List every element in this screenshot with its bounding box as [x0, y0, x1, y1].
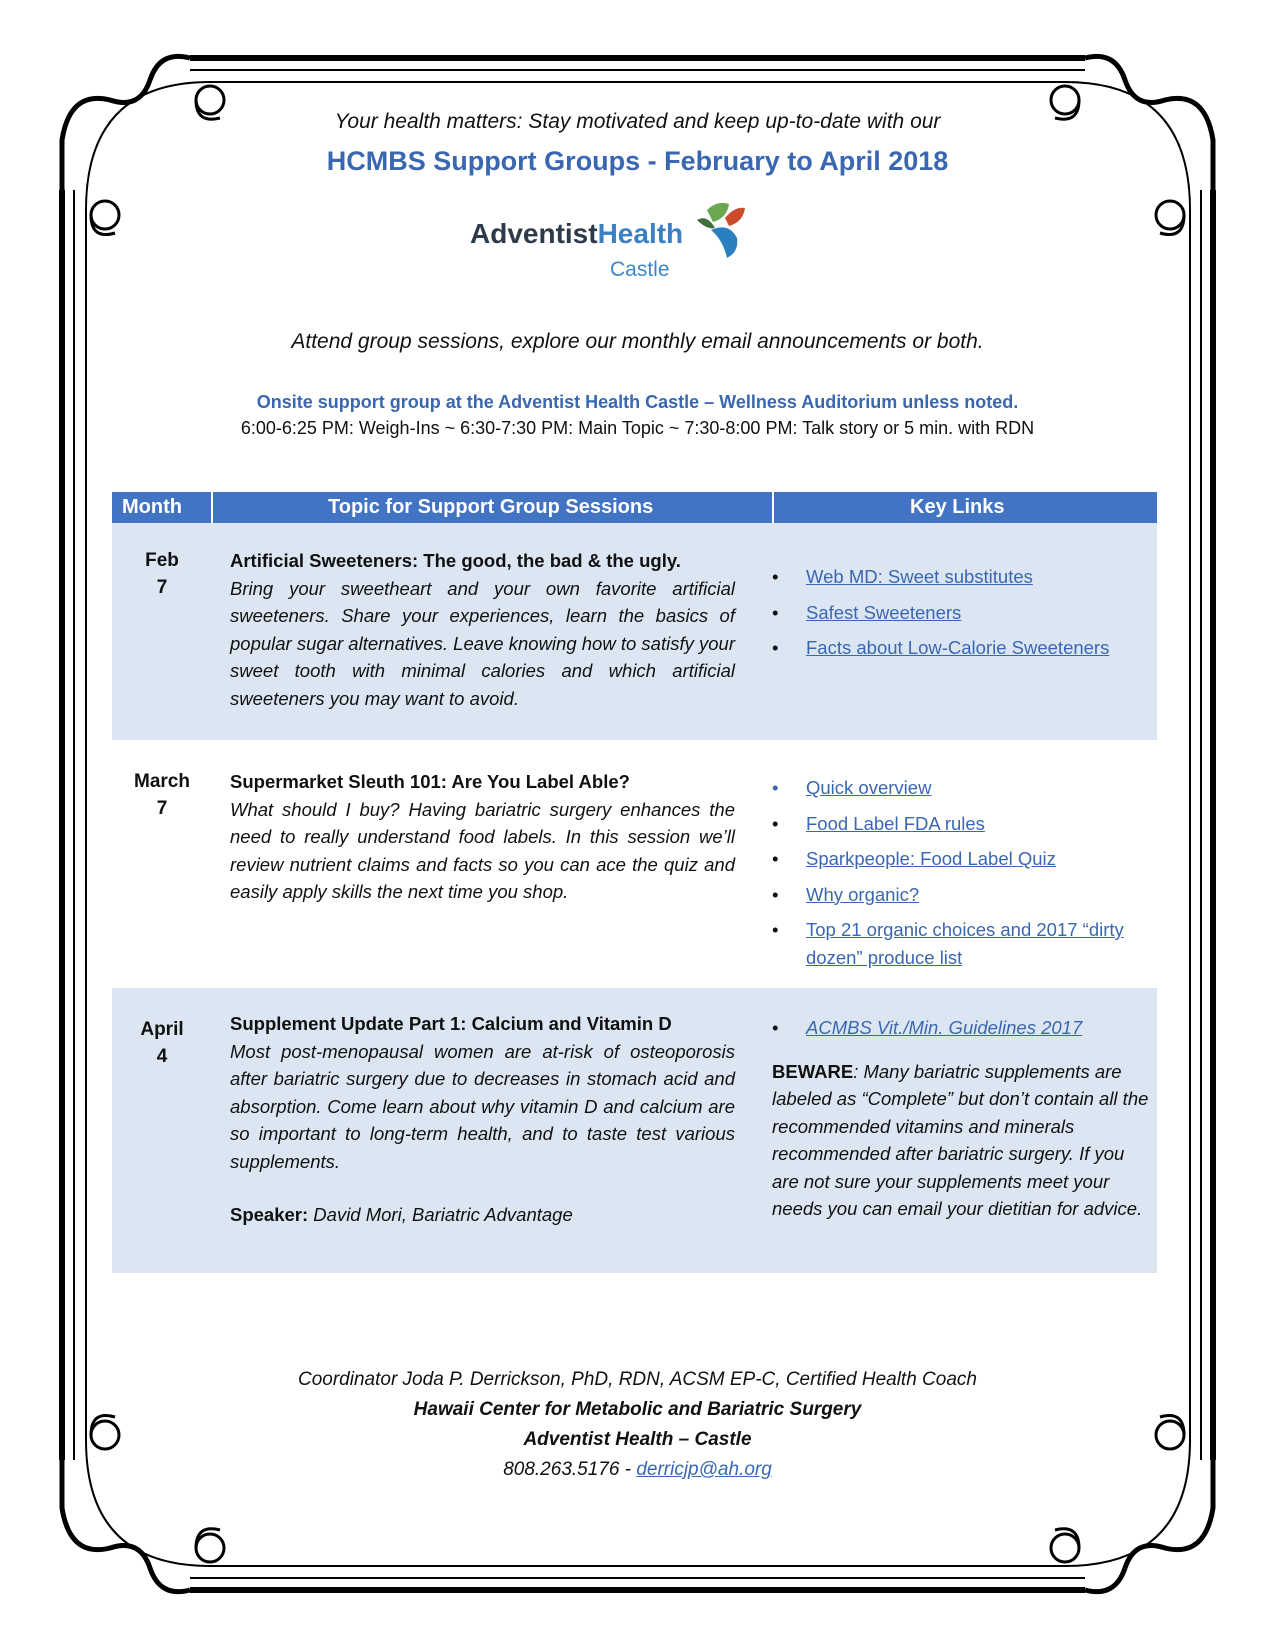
list-item: • Facts about Low-Calorie Sweeteners: [772, 637, 1110, 658]
list-item: • ACMBS Vit./Min. Guidelines 2017: [772, 1017, 1083, 1038]
table-row: [112, 988, 1157, 1273]
link-low-calorie-sweeteners[interactable]: Facts about Low-Calorie Sweeteners: [806, 637, 1110, 658]
topic-description: What should I buy? Having bariatric surgery enhances the need to really understand food labels. In this session we’ll review nutrient claims and facts so you can ace the quiz and easily apply skills the next time you shop.: [230, 798, 735, 902]
list-item: • Top 21 organic choices and 2017 “dirty dozen” produce list: [772, 919, 1124, 968]
center-name: Hawaii Center for Metabolic and Bariatric Surgery: [413, 1399, 862, 1420]
link-acmbs-guidelines[interactable]: ACMBS Vit./Min. Guidelines 2017: [806, 1017, 1083, 1038]
adventist-health-logo: [470, 200, 770, 290]
intro-text: Attend group sessions, explore our monthly email announcements or both.: [291, 330, 984, 353]
link-top-21-organic[interactable]: Top 21 organic choices and 2017 “dirty dozen” produce list: [806, 919, 1124, 968]
speaker-name: David Mori, Bariatric Advantage: [313, 1204, 573, 1225]
speaker-label: Speaker:: [230, 1204, 309, 1225]
list-item: • Why organic?: [772, 883, 920, 905]
sessions-table: [112, 492, 1157, 1273]
row-day: 4: [156, 1046, 168, 1067]
beware-note: [772, 1058, 1152, 1223]
leaf-logo-icon: [677, 200, 747, 260]
link-webmd-sweet-substitutes[interactable]: Web MD: Sweet substitutes: [806, 566, 1033, 587]
page-title: HCMBS Support Groups - February to April 2018: [326, 146, 949, 176]
topic-description: Bring your sweetheart and your own favorite artificial sweeteners. Share your experiences, learn the basics of popular sugar alternatives. Leave knowing how to satisfy your sweet tooth with minimal calories and which artificial sweeteners you may want to avoid.: [230, 577, 735, 709]
list-item: • Quick overview: [772, 777, 932, 798]
link-quick-overview[interactable]: Quick overview: [806, 777, 932, 798]
footer-contact: [0, 1365, 1275, 1485]
logo-name-part2: Health: [597, 218, 684, 249]
schedule-line: 6:00-6:25 PM: Weigh-Ins ~ 6:30-7:30 PM: Main Topic ~ 7:30-8:00 PM: Talk story or 5 min. with RDN: [240, 418, 1035, 438]
topic-title: Supermarket Sleuth 101: Are You Label Able?: [230, 771, 630, 792]
row-month: March: [134, 771, 190, 792]
email-link[interactable]: derricjp@ah.org: [636, 1459, 772, 1480]
link-why-organic[interactable]: Why organic?: [806, 883, 920, 905]
list-item: • Sparkpeople: Food Label Quiz: [772, 848, 1056, 869]
list-item: • Food Label FDA rules: [772, 812, 985, 834]
phone-number: 808.263.5176 -: [503, 1459, 632, 1480]
topic-description: Most post-menopausal women are at-risk of osteoporosis after bariatric surgery due to decreases in stomach acid and absorption. Come learn about why vitamin D and calcium are so important to long-term health, and to taste test various supplements.: [230, 1040, 735, 1172]
list-item: • Safest Sweeteners: [772, 601, 962, 623]
link-sparkpeople-quiz[interactable]: Sparkpeople: Food Label Quiz: [806, 848, 1056, 869]
row-day: 7: [156, 577, 168, 598]
header-month: Month: [122, 496, 182, 518]
table-row: [112, 523, 1157, 740]
coordinator-line: Coordinator Joda P. Derrickson, PhD, RDN, ACSM EP-C, Certified Health Coach: [298, 1369, 977, 1390]
beware-label: BEWARE: [772, 1060, 854, 1082]
tagline: Your health matters: Stay motivated and keep up-to-date with our: [334, 110, 941, 133]
onsite-notice: Onsite support group at the Adventist Health Castle – Wellness Auditorium unless noted.: [256, 392, 1019, 412]
header-links: Key Links: [910, 496, 1005, 518]
row-day: 7: [156, 798, 168, 819]
table-row: [112, 740, 1157, 988]
list-item: • Web MD: Sweet substitutes: [772, 566, 1033, 587]
row-month: April: [140, 1019, 184, 1040]
topic-title: Supplement Update Part 1: Calcium and Vitamin D: [230, 1013, 672, 1034]
logo-name-part1: Adventist: [470, 218, 598, 249]
link-safest-sweeteners[interactable]: Safest Sweeteners: [806, 601, 962, 623]
logo-subtitle: Castle: [610, 258, 670, 281]
table-header: [112, 492, 1157, 523]
topic-title: Artificial Sweeteners: The good, the bad & the ugly.: [230, 550, 681, 571]
link-food-label-fda[interactable]: Food Label FDA rules: [806, 812, 985, 834]
header-topic: Topic for Support Group Sessions: [328, 496, 654, 518]
org-name: Adventist Health – Castle: [523, 1429, 752, 1450]
row-month: Feb: [145, 550, 179, 571]
beware-text: : Many bariatric supplements are labeled as “Complete” but don’t contain all the recommended vitamins and minerals recommended after bariatric surgery. If you are not sure your supplements meet your needs you can email your dietitian for advice.: [772, 1060, 1149, 1219]
